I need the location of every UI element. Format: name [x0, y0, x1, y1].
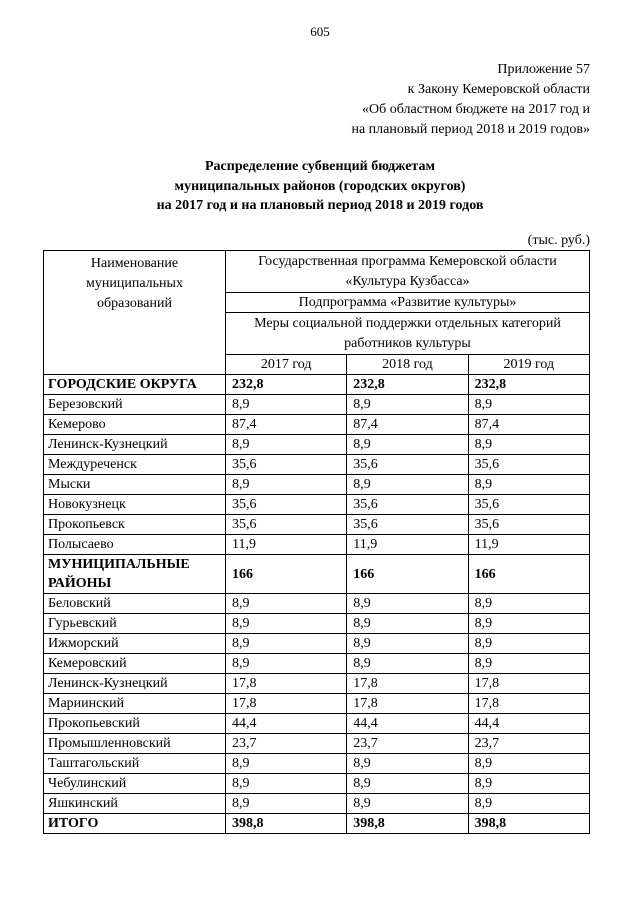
- table-row: [44, 535, 590, 555]
- value-2018-cell: 44,4: [347, 714, 468, 734]
- value-2019-cell: 8,9: [468, 475, 589, 495]
- value-2019-cell: 8,9: [468, 794, 589, 814]
- value-2018-cell: 8,9: [347, 794, 468, 814]
- appendix-line-3: «Об областном бюджете на 2017 год и: [362, 102, 590, 117]
- row-name-cell: Междуреченск: [44, 455, 226, 475]
- value-2019-cell: 35,6: [468, 515, 589, 535]
- value-2018-cell: 8,9: [347, 614, 468, 634]
- table-row: [44, 435, 590, 455]
- value-2019-cell: 166: [468, 555, 589, 594]
- row-name-cell: Прокопьевский: [44, 714, 226, 734]
- value-2017-cell: 8,9: [225, 634, 346, 654]
- value-2017-cell: 23,7: [225, 734, 346, 754]
- value-2019-cell: 44,4: [468, 714, 589, 734]
- row-name-cell: Ленинск-Кузнецкий: [44, 674, 226, 694]
- appendix-line-1: Приложение 57: [497, 62, 590, 77]
- row-name-cell: Чебулинский: [44, 774, 226, 794]
- page-number: 605: [310, 24, 330, 39]
- value-2019-cell: 398,8: [468, 814, 589, 834]
- row-name-cell: Ижморский: [44, 634, 226, 654]
- units-label: (тыс. руб.): [527, 233, 590, 248]
- value-2018-cell: 398,8: [347, 814, 468, 834]
- row-name-cell: ГОРОДСКИЕ ОКРУГА: [44, 375, 226, 395]
- table-row: [44, 375, 590, 395]
- header-year-2018: 2018 год: [347, 355, 468, 375]
- value-2019-cell: 8,9: [468, 634, 589, 654]
- value-2018-cell: 87,4: [347, 415, 468, 435]
- value-2019-cell: 11,9: [468, 535, 589, 555]
- value-2017-cell: 8,9: [225, 435, 346, 455]
- value-2019-cell: 87,4: [468, 415, 589, 435]
- value-2017-cell: 8,9: [225, 754, 346, 774]
- table-row: [44, 614, 590, 634]
- row-name-cell: Мыски: [44, 475, 226, 495]
- value-2018-cell: 8,9: [347, 395, 468, 415]
- row-name-cell: Новокузнецк: [44, 495, 226, 515]
- value-2019-cell: 17,8: [468, 674, 589, 694]
- table-row: [44, 555, 590, 594]
- value-2017-cell: 35,6: [225, 515, 346, 535]
- row-name-cell: Промышленновский: [44, 734, 226, 754]
- value-2019-cell: 8,9: [468, 774, 589, 794]
- header-year-2019: 2019 год: [468, 355, 589, 375]
- value-2017-cell: 232,8: [225, 375, 346, 395]
- appendix-line-2: к Закону Кемеровской области: [407, 82, 590, 97]
- value-2017-cell: 35,6: [225, 495, 346, 515]
- value-2019-cell: 35,6: [468, 455, 589, 475]
- table-row: [44, 475, 590, 495]
- value-2018-cell: 166: [347, 555, 468, 594]
- table-row: [44, 654, 590, 674]
- row-name-cell: Гурьевский: [44, 614, 226, 634]
- row-name-cell: Ленинск-Кузнецкий: [44, 435, 226, 455]
- header-name-cell: Наименование муниципальных образований: [44, 251, 226, 375]
- value-2019-cell: 8,9: [468, 594, 589, 614]
- value-2018-cell: 17,8: [347, 674, 468, 694]
- row-name-cell: Таштагольский: [44, 754, 226, 774]
- row-name-cell: МУНИЦИПАЛЬНЫЕ РАЙОНЫ: [44, 555, 226, 594]
- row-name-cell: Прокопьевск: [44, 515, 226, 535]
- row-name-cell: ИТОГО: [44, 814, 226, 834]
- value-2019-cell: 8,9: [468, 754, 589, 774]
- value-2017-cell: 166: [225, 555, 346, 594]
- row-name-cell: Беловский: [44, 594, 226, 614]
- value-2018-cell: 8,9: [347, 754, 468, 774]
- value-2019-cell: 17,8: [468, 694, 589, 714]
- table-row: [44, 495, 590, 515]
- value-2018-cell: 11,9: [347, 535, 468, 555]
- value-2018-cell: 23,7: [347, 734, 468, 754]
- value-2017-cell: 8,9: [225, 774, 346, 794]
- document-title: [0, 157, 640, 216]
- value-2017-cell: 17,8: [225, 674, 346, 694]
- table-row: [44, 455, 590, 475]
- value-2018-cell: 8,9: [347, 475, 468, 495]
- value-2019-cell: 8,9: [468, 654, 589, 674]
- appendix-line-4: на плановый период 2018 и 2019 годов»: [351, 122, 590, 137]
- value-2017-cell: 398,8: [225, 814, 346, 834]
- value-2019-cell: 8,9: [468, 614, 589, 634]
- value-2017-cell: 17,8: [225, 694, 346, 714]
- header-year-2017: 2017 год: [225, 355, 346, 375]
- table-row: [44, 794, 590, 814]
- value-2018-cell: 8,9: [347, 654, 468, 674]
- row-name-cell: Полысаево: [44, 535, 226, 555]
- value-2018-cell: 35,6: [347, 495, 468, 515]
- appendix-reference: [351, 60, 590, 140]
- table-row: [44, 395, 590, 415]
- table-row: [44, 734, 590, 754]
- table-row: [44, 415, 590, 435]
- table-row: [44, 674, 590, 694]
- value-2019-cell: 8,9: [468, 395, 589, 415]
- value-2019-cell: 23,7: [468, 734, 589, 754]
- subsidy-table: [43, 250, 590, 834]
- row-name-cell: Кемерово: [44, 415, 226, 435]
- value-2018-cell: 8,9: [347, 594, 468, 614]
- value-2018-cell: 17,8: [347, 694, 468, 714]
- value-2017-cell: 11,9: [225, 535, 346, 555]
- value-2017-cell: 8,9: [225, 594, 346, 614]
- header-subprogram-cell: Подпрограмма «Развитие культуры»: [225, 293, 589, 313]
- value-2018-cell: 8,9: [347, 634, 468, 654]
- table-row: [44, 814, 590, 834]
- value-2017-cell: 35,6: [225, 455, 346, 475]
- table-row: [44, 694, 590, 714]
- value-2019-cell: 35,6: [468, 495, 589, 515]
- title-line-1: Распределение субвенций бюджетам: [205, 159, 435, 174]
- value-2017-cell: 8,9: [225, 475, 346, 495]
- table-row: [44, 754, 590, 774]
- header-program-cell: Государственная программа Кемеровской области «Культура Кузбасса»: [225, 251, 589, 293]
- row-name-cell: Кемеровский: [44, 654, 226, 674]
- value-2018-cell: 8,9: [347, 774, 468, 794]
- value-2019-cell: 232,8: [468, 375, 589, 395]
- value-2017-cell: 8,9: [225, 794, 346, 814]
- table-row: [44, 774, 590, 794]
- header-measures-cell: Меры социальной поддержки отдельных категорий работников культуры: [225, 313, 589, 355]
- value-2018-cell: 35,6: [347, 515, 468, 535]
- value-2018-cell: 232,8: [347, 375, 468, 395]
- value-2017-cell: 87,4: [225, 415, 346, 435]
- value-2017-cell: 8,9: [225, 395, 346, 415]
- value-2017-cell: 8,9: [225, 654, 346, 674]
- value-2018-cell: 8,9: [347, 435, 468, 455]
- row-name-cell: Березовский: [44, 395, 226, 415]
- value-2018-cell: 35,6: [347, 455, 468, 475]
- table-row: [44, 714, 590, 734]
- value-2019-cell: 8,9: [468, 435, 589, 455]
- row-name-cell: Мариинский: [44, 694, 226, 714]
- header-row-program: [44, 251, 590, 293]
- value-2017-cell: 44,4: [225, 714, 346, 734]
- table-row: [44, 634, 590, 654]
- value-2017-cell: 8,9: [225, 614, 346, 634]
- title-line-2: муниципальных районов (городских округов): [174, 178, 466, 194]
- row-name-cell: Яшкинский: [44, 794, 226, 814]
- table-row: [44, 515, 590, 535]
- table-row: [44, 594, 590, 614]
- title-line-3: на 2017 год и на плановый период 2018 и 2019 годов: [156, 198, 484, 213]
